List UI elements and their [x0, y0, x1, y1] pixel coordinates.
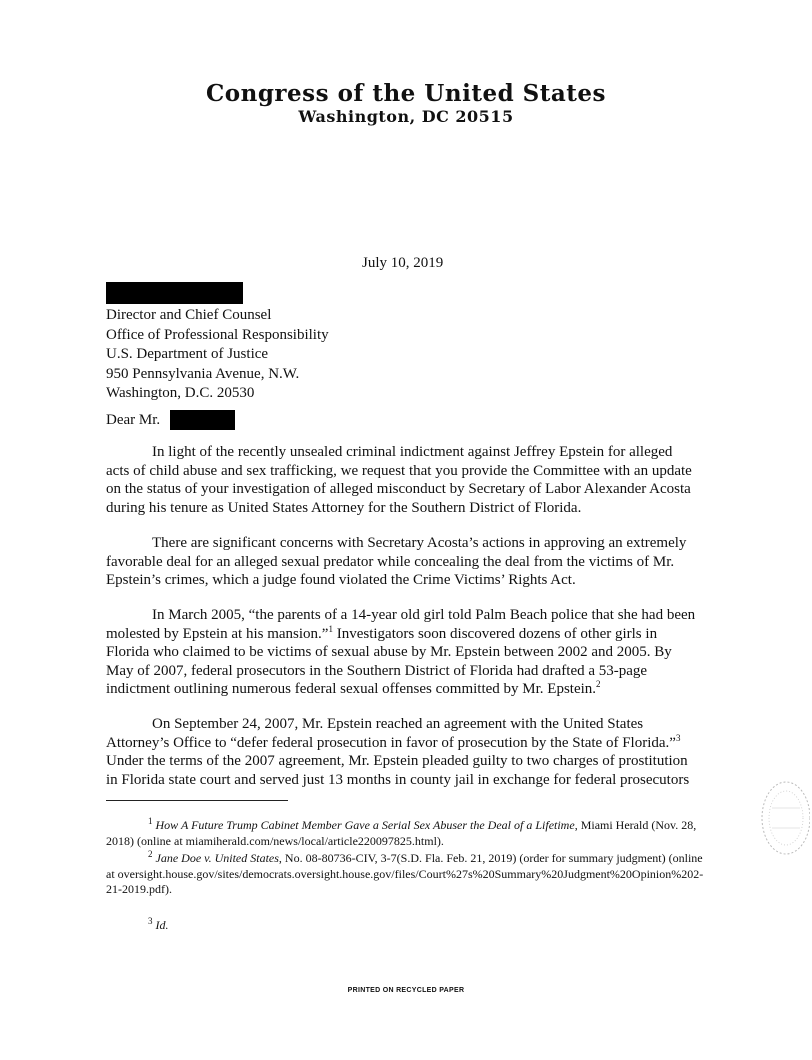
- recipient-line: Director and Chief Counsel: [106, 307, 272, 323]
- footnote-3-number: 3: [148, 916, 153, 926]
- paragraph-4: [106, 715, 696, 789]
- recipient-line: 950 Pennsylvania Avenue, N.W.: [106, 365, 300, 382]
- letterhead-title: Congress of the United States: [205, 80, 607, 107]
- footnote-1-number: 1: [148, 816, 153, 826]
- footnote-ref-2: 2: [596, 679, 601, 689]
- letterhead-location: Washington, DC 20515: [298, 107, 514, 126]
- footnote-2-number: 2: [148, 849, 153, 859]
- footnote-3-title: Id.: [155, 918, 169, 932]
- recipient-address: [106, 306, 329, 404]
- footnote-1: [106, 818, 706, 849]
- paragraph-1: In light of the recently unsealed criminal indictment against Jeffrey Epstein for alleged acts of child abuse and sex trafficking, we request that you provide the Committee with an update on the status of your investigation of alleged misconduct by Secretary of Labor Alexander Acosta during his tenure as United States Attorney for the Southern District of Florida.: [106, 444, 692, 516]
- footnote-3: [106, 918, 706, 934]
- stamp-seal-icon: [758, 778, 810, 858]
- redaction-name-block: [106, 282, 243, 304]
- paragraph-3-text-b: Investigators soon discovered dozens of other girls in Florida who claimed to be victims of sexual abuse by Mr. Epstein between 2002 and 2005. By May of 2007, federal prosecutors in the Southern District of Florida had drafted a 53-page indictment outlining numerous federal sexual offenses committed by Mr. Epstein.: [106, 625, 672, 697]
- footnote-1-title: How A Future Trump Cabinet Member Gave a Serial Sex Abuser the Deal of a Lifetime: [155, 818, 575, 832]
- salutation-text: Dear Mr.: [106, 412, 161, 428]
- footnote-2-text: , No. 08-80736-CIV, 3-7(S.D. Fla. Feb. 21, 2019) (order for summary judgment) (online at oversight.house.gov/sites/democrats.oversight.house.gov/files/Court%27s%20Summary%20Judgment%20Opinion%202-21-2019.pdf).: [106, 851, 704, 896]
- paragraph-3-text-a: In March 2005, “the parents of a 14-year old girl told Palm Beach police that she had been molested by Epstein at his mansion.”: [106, 607, 696, 642]
- letter-date: July 10, 2019: [362, 255, 444, 271]
- footnote-ref-1: 1: [328, 623, 333, 634]
- redaction-salutation-name: [170, 410, 235, 430]
- recipient-line: U.S. Department of Justice: [106, 346, 269, 362]
- recipient-line: Washington, D.C. 20530: [106, 385, 255, 401]
- salutation: [106, 412, 160, 429]
- footnote-2-title: Jane Doe v. United States: [155, 851, 279, 865]
- paragraph-2: There are significant concerns with Secretary Acosta’s actions in approving an extremely favorable deal for an alleged sexual predator while concealing the deal from the victims of Mr. Epstein’s crimes, which a judge found violated the Crime Victims’ Rights Act.: [106, 535, 687, 588]
- footnote-1-text: , Miami Herald (Nov. 28, 2018) (online at miamiherald.com/news/local/article220097825.html).: [106, 818, 697, 848]
- footnote-divider: [106, 800, 288, 801]
- footnote-2: [106, 851, 706, 898]
- footnote-ref-3: 3: [675, 732, 681, 743]
- paragraph-3: [106, 606, 696, 699]
- paragraph-4-text-a: On September 24, 2007, Mr. Epstein reached an agreement with the United States Attorney’s Office to “defer federal prosecution in favor of prosecution by the State of Florida.”: [106, 716, 676, 751]
- paragraph-4-text-b: Under the terms of the 2007 agreement, Mr. Epstein pleaded guilty to two charges of prostitution in Florida state court and served just 13 months in county jail in exchange for federal prosecutors: [106, 753, 690, 788]
- recipient-line: Office of Professional Responsibility: [106, 326, 329, 343]
- recycled-paper-note: PRINTED ON RECYCLED PAPER: [347, 987, 465, 994]
